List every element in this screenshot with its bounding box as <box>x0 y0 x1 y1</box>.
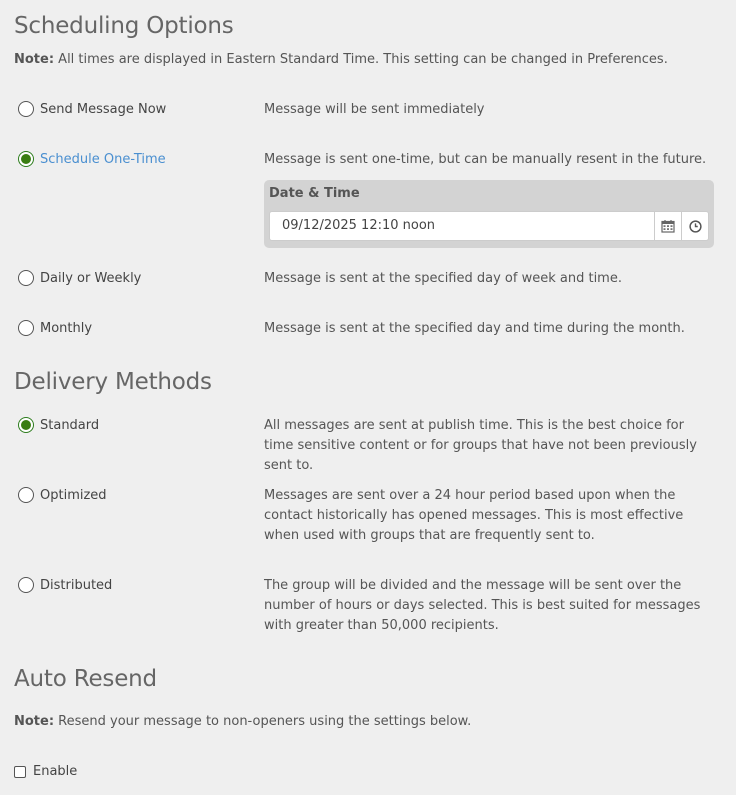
date-time-input[interactable]: 09/12/2025 12:10 noon <box>269 211 655 241</box>
date-time-panel <box>264 180 714 248</box>
radio-circle[interactable] <box>18 101 34 117</box>
auto-resend-note <box>14 714 471 729</box>
daily-or-weekly-label: Daily or Weekly <box>40 270 142 286</box>
radio-circle[interactable] <box>18 270 34 286</box>
radio-distributed[interactable] <box>18 577 112 593</box>
schedule-one-time-description: Message is sent one-time, but can be manually resent in the future. <box>264 152 707 167</box>
enable-checkbox[interactable] <box>14 766 26 778</box>
send-message-now-description: Message will be sent immediately <box>264 102 485 117</box>
distributed-description: The group will be divided and the message will be sent over the number of hours or days selected. This is best suited for messages with greater than 50,000 recipients. <box>264 578 701 633</box>
note-text: All times are displayed in Eastern Standard Time. This setting can be changed in Preferences. <box>54 52 668 67</box>
scheduling-note <box>14 52 668 67</box>
radio-circle-checked[interactable] <box>18 417 34 433</box>
distributed-label: Distributed <box>40 577 113 593</box>
note-text: Resend your message to non-openers using the settings below. <box>54 714 472 729</box>
radio-monthly[interactable] <box>18 320 92 336</box>
calendar-button[interactable] <box>655 211 682 241</box>
optimized-label: Optimized <box>40 487 107 503</box>
clock-icon <box>689 220 702 233</box>
schedule-one-time-label: Schedule One-Time <box>40 151 166 167</box>
send-message-now-label: Send Message Now <box>40 101 167 117</box>
note-label: Note: <box>14 52 55 67</box>
clock-button[interactable] <box>682 211 709 241</box>
optimized-description: Messages are sent over a 24 hour period based upon when the contact historically has opened messages. This is most effective when used with groups that are frequently sent to. <box>264 488 684 543</box>
enable-checkbox-row[interactable] <box>14 764 77 779</box>
standard-label: Standard <box>40 417 100 433</box>
standard-description: All messages are sent at publish time. This is the best choice for time sensitive content or for groups that have not been previously sent to. <box>264 418 697 473</box>
radio-circle-checked[interactable] <box>18 151 34 167</box>
radio-circle[interactable] <box>18 320 34 336</box>
note-label: Note: <box>14 714 55 729</box>
enable-label: Enable <box>33 764 78 779</box>
daily-or-weekly-description: Message is sent at the specified day of week and time. <box>264 271 622 286</box>
radio-schedule-one-time[interactable] <box>18 151 166 167</box>
radio-circle[interactable] <box>18 577 34 593</box>
radio-send-message-now[interactable] <box>18 101 166 117</box>
radio-optimized[interactable] <box>18 487 107 503</box>
auto-resend-title: Auto Resend <box>14 666 157 692</box>
calendar-icon <box>661 219 675 233</box>
radio-standard[interactable] <box>18 417 99 433</box>
delivery-methods-title: Delivery Methods <box>14 369 212 395</box>
monthly-description: Message is sent at the specified day and time during the month. <box>264 321 685 336</box>
radio-circle[interactable] <box>18 487 34 503</box>
monthly-label: Monthly <box>40 320 93 336</box>
scheduling-options-title: Scheduling Options <box>14 13 234 39</box>
date-time-label: Date & Time <box>269 186 360 201</box>
radio-daily-or-weekly[interactable] <box>18 270 141 286</box>
